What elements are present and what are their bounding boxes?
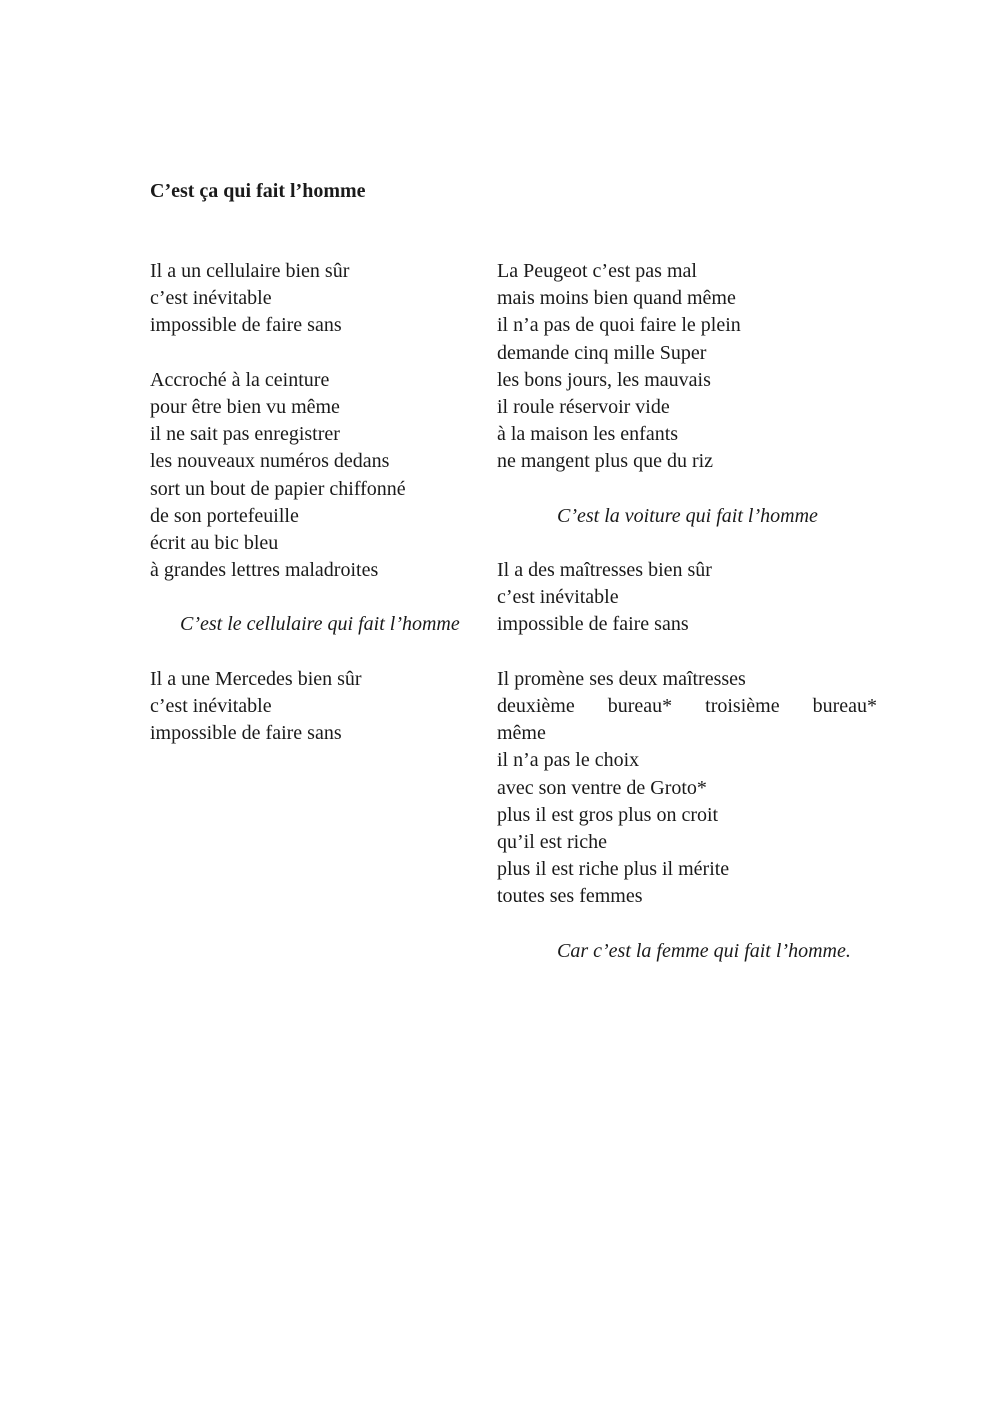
stanza-gap: [497, 476, 877, 503]
verse-line: Il a une Mercedes bien sûr: [150, 667, 362, 690]
verse-line: toutes ses femmes: [497, 885, 643, 908]
stanza-gap: [150, 340, 470, 367]
verse-line: les bons jours, les mauvais: [497, 368, 711, 391]
verse-line: c’est inévitable: [497, 586, 619, 609]
refrain-line: C’est le cellulaire qui fait l’homme: [180, 613, 460, 636]
verse-line: il ne sait pas enregistrer: [150, 423, 340, 446]
verse-line: pour être bien vu même: [150, 395, 340, 418]
verse-line: impossible de faire sans: [150, 722, 342, 745]
verse-word: bureau*: [812, 695, 877, 717]
verse-line: c’est inévitable: [150, 695, 272, 717]
verse-line: ne mangent plus que du riz: [497, 450, 714, 473]
verse-line: à grandes lettres maladroites: [150, 559, 379, 582]
stanza-gap: [497, 911, 877, 938]
verse-line: plus il est riche plus il mérite: [497, 858, 730, 881]
verse-line: qu’il est riche: [497, 830, 607, 853]
verse-line: à la maison les enfants: [497, 423, 679, 446]
verse-line: impossible de faire sans: [497, 613, 689, 636]
verse-line: il roule réservoir vide: [497, 395, 670, 418]
verse-line: les nouveaux numéros dedans: [150, 450, 390, 473]
verse-line: avec son ventre de Groto*: [497, 776, 707, 799]
verse-line: de son portefeuille: [150, 504, 299, 527]
poem-title: C’est ça qui fait l’homme: [150, 180, 366, 202]
verse-word: deuxième: [497, 695, 575, 717]
verse-line: demande cinq mille Super: [497, 341, 707, 364]
verse-line: Il promène ses deux maîtresses: [497, 667, 746, 690]
stanza-gap: [150, 639, 470, 666]
verse-line: Il a un cellulaire bien sûr: [150, 260, 350, 282]
verse-line: il n’a pas le choix: [497, 749, 640, 772]
verse-line: même: [497, 722, 546, 745]
verse-line: il n’a pas de quoi faire le plein: [497, 314, 741, 337]
verse-line: sort un bout de papier chiffonné: [150, 477, 406, 500]
verse-line: impossible de faire sans: [150, 314, 342, 337]
stanza-gap: [497, 530, 877, 557]
poem-left-column: [150, 258, 470, 747]
justified-verse-line: [497, 693, 877, 720]
refrain-line: Car c’est la femme qui fait l’homme.: [557, 939, 851, 962]
verse-line: écrit au bic bleu: [150, 531, 279, 554]
verse-word: troisième: [705, 695, 780, 717]
poem-right-column: [497, 258, 877, 965]
verse-line: mais moins bien quand même: [497, 287, 736, 310]
stanza-gap: [150, 584, 470, 611]
verse-line: Accroché à la ceinture: [150, 368, 330, 391]
verse-line: plus il est gros plus on croit: [497, 803, 719, 826]
verse-word: bureau*: [607, 695, 673, 717]
verse-line: c’est inévitable: [150, 287, 272, 310]
verse-line: Il a des maîtresses bien sûr: [497, 559, 712, 582]
verse-line: La Peugeot c’est pas mal: [497, 260, 697, 282]
stanza-gap: [497, 639, 877, 666]
refrain-line: C’est la voiture qui fait l’homme: [557, 504, 818, 527]
